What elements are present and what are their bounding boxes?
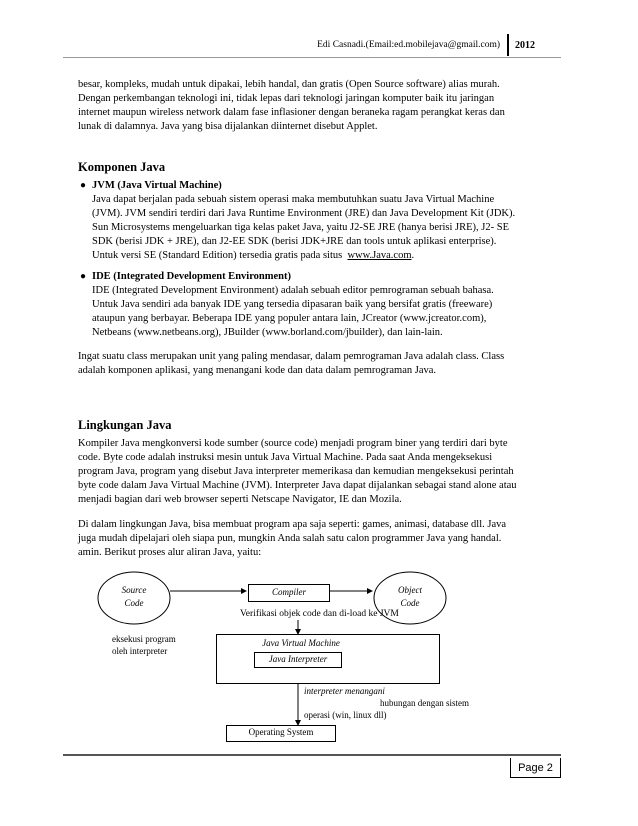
- object-code-label: Code: [400, 598, 420, 608]
- exec-label-2: oleh interpreter: [112, 646, 168, 656]
- note-line-2: adalah komponen aplikasi, yang menangani kode dan data dalam pemrograman Java.: [78, 365, 437, 376]
- bullet-icon: ●: [80, 180, 87, 191]
- bullet-icon: ●: [80, 271, 87, 282]
- p1-line-5: menjadi bagian dari web browser seperti Netscape Navigator, IE dan Mozila.: [78, 494, 402, 505]
- jvm-title: JVM (Java Virtual Machine): [92, 180, 222, 191]
- p1-line-1: Kompiler Java mengkonversi kode sumber (source code) menjadi program biner yang terdiri dari byte: [78, 438, 508, 449]
- ide-line-1: IDE (Integrated Development Environment) adalah sebuah editor pemrograman sebuah bahasa.: [92, 285, 494, 296]
- section-title-komponen: Komponen Java: [78, 160, 166, 174]
- footer-rule: [63, 754, 561, 756]
- jvm-line-4: SDK (berisi JDK + JRE), dan J2-EE SDK (berisi JDK+JRE dan tools untuk aplikasi enterprise).: [92, 236, 497, 247]
- p1-line-3: program Java, program yang disebut Java interpreter memerikasa dan kemudian mengeksekusi perintah: [78, 466, 514, 477]
- annotation-3: operasi (win, linux dll): [304, 710, 387, 720]
- ide-line-2: Untuk Java sendiri ada banyak IDE yang tersedia dipasaran baik yang bersifat gratis (freeware): [92, 299, 493, 310]
- p2-line-3: amin. Berikut proses alur aliran Java, yaitu:: [78, 547, 262, 558]
- interpreter-label: Java Interpreter: [268, 654, 328, 664]
- annotation-1: interpreter menangani: [304, 686, 385, 696]
- header-author: Edi Casnadi.(Email:ed.mobilejava@gmail.com): [317, 40, 500, 50]
- note-line-1: Ingat suatu class merupakan unit yang paling mendasar, dalam pemrograman Java adalah class. Class: [78, 351, 505, 362]
- exec-label-1: eksekusi program: [112, 634, 176, 644]
- jvm-line-1: Java dapat berjalan pada sebuah sistem operasi maka membutuhkan suatu Java Virtual Machine: [92, 194, 495, 205]
- source-label: Source: [121, 585, 147, 595]
- p2-line-2: juga mudah dipelajari oleh siapa pun, mungkin Anda salah satu calon programmer Java yang handal.: [78, 533, 502, 544]
- ide-line-4: Netbeans (www.netbeans.org), JBuilder (www.borland.com/jbuilder), dan lain-lain.: [92, 327, 443, 338]
- jvm-box-label: Java Virtual Machine: [262, 638, 340, 648]
- jvm-line-5-text: Untuk versi SE (Standard Edition) tersedia gratis pada situs: [92, 250, 343, 261]
- source-code-label: Code: [124, 598, 144, 608]
- p1-line-2: code. Byte code adalah instruksi mesin untuk Java Virtual Machine. Pada saat Anda mengeksekusi: [78, 452, 493, 463]
- object-label: Object: [398, 585, 422, 595]
- intro-line-1: besar, kompleks, mudah untuk dipakai, lebih handal, dan gratis (Open Source software) alias murah.: [78, 79, 500, 90]
- jvm-line-2: (JVM). JVM sendiri terdiri dari Java Runtime Environment (JRE) dan Java Development Kit (JDK).: [92, 208, 516, 219]
- os-label: Operating System: [248, 727, 314, 737]
- compiler-label: Compiler: [271, 587, 306, 597]
- verify-label: Verifikasi objek code dan di-load ke JVM: [240, 609, 399, 619]
- intro-line-3: internet maupun wireless network dalam fase inflasioner dengan beraneka ragam perangkat keras dan: [78, 107, 505, 118]
- ide-line-3: ataupun yang berbayar. Beberapa IDE yang populer antara lain, JCreator (www.jcreator.com),: [92, 313, 487, 324]
- jvm-line-3: Sun Microsystems mengeluarkan tiga kelas paket Java, yaitu J2-SE JRE (hanya berisi JRE), J2- SE: [92, 222, 510, 233]
- java-com-link[interactable]: www.Java.com: [347, 250, 412, 261]
- intro-line-4: lunak di dalamnya. Java yang bisa dijalankan diinternet disebut Applet.: [78, 121, 378, 132]
- intro-line-2: Dengan perkembangan teknologi ini, tidak lepas dari teknologi jaringan komputer baik itu jaringan: [78, 93, 495, 104]
- section-title-lingkungan: Lingkungan Java: [78, 418, 172, 432]
- page-number: Page 2: [510, 758, 561, 778]
- annotation-2: hubungan dengan sistem: [380, 698, 469, 708]
- ide-title: IDE (Integrated Development Environment): [92, 271, 291, 282]
- jvm-line-5-end: .: [411, 250, 415, 261]
- p1-line-4: byte code dalam Java Virtual Machine (JVM). Interpreter Java dapat dijalankan sebagai stand alone atau: [78, 480, 517, 491]
- p2-line-1: Di dalam lingkungan Java, bisa membuat program apa saja seperti: games, animasi, database dll. Java: [78, 519, 507, 530]
- header-year: 2012: [515, 40, 535, 51]
